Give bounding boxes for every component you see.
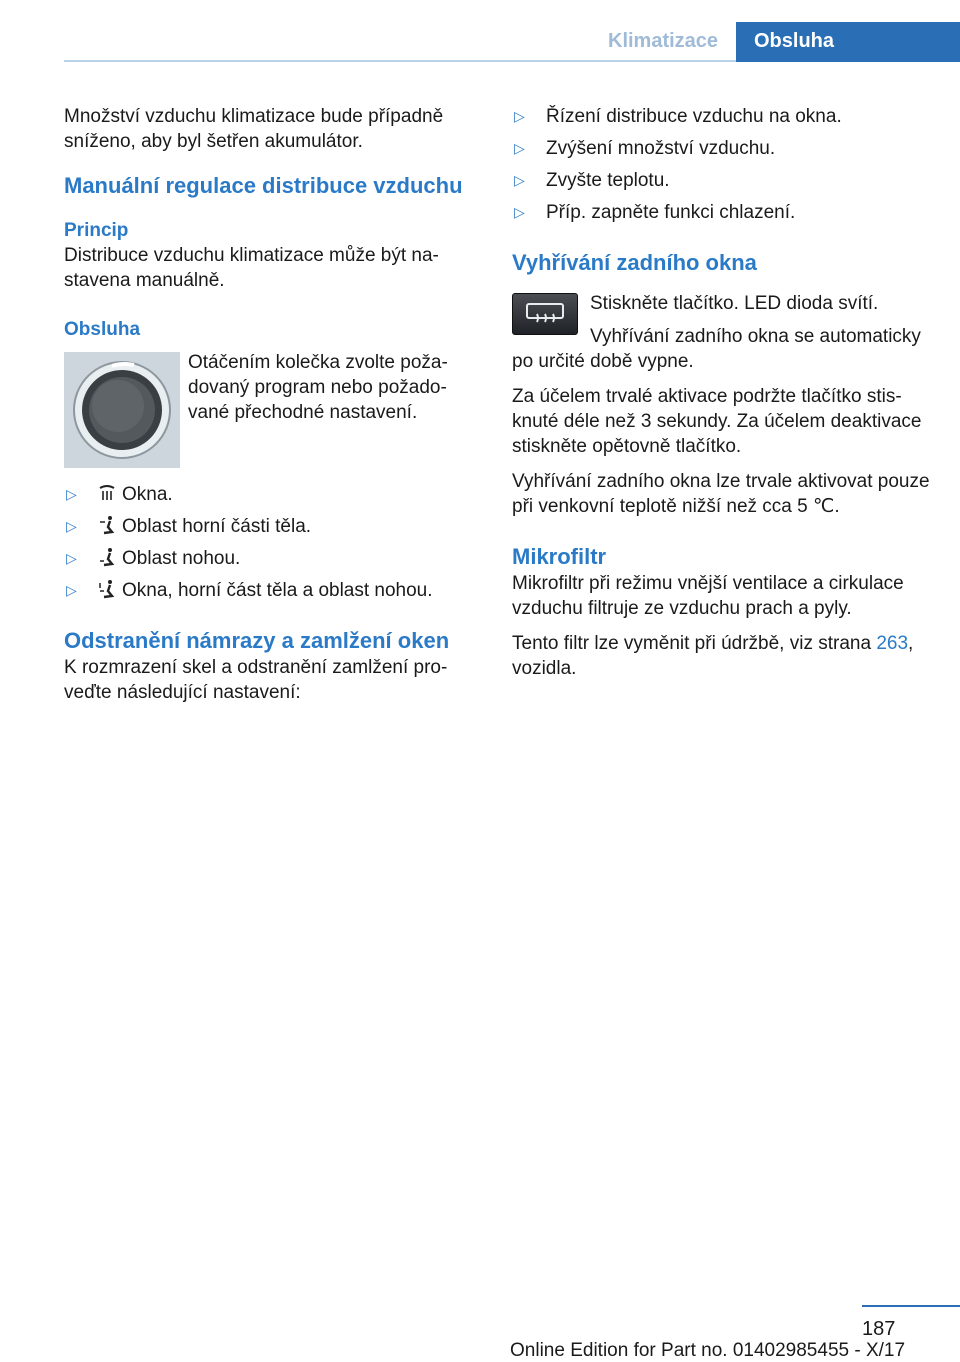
bullet-label: Oblast nohou. — [122, 548, 241, 569]
header-tab — [736, 22, 960, 62]
edition-note: Online Edition for Part no. 01402985455 - X/17 — [510, 1340, 906, 1361]
bullet-triangle-icon: ▷ — [514, 140, 525, 156]
bullet-triangle-icon: ▷ — [66, 518, 77, 534]
bullet-label: Oblast horní části těla. — [122, 516, 312, 537]
bullet-label: Řízení distribuce vzduchu na okna. — [546, 106, 842, 127]
bullet-triangle-icon: ▷ — [514, 172, 525, 188]
upper-body-vent-icon — [98, 515, 116, 535]
bullet-label: Příp. zapněte funkci chlazení. — [546, 202, 796, 223]
service-text: Tento filtr lze vyměnit při údržbě, viz strana — [512, 633, 877, 654]
left-column — [64, 104, 476, 715]
princip-paragraph: Distribuce vzduchu klimatizace může být nastavena manuálně. — [64, 245, 439, 291]
rear-press-button-text: Stiskněte tlačítko. LED dioda svítí. — [590, 293, 879, 314]
bullet-label: Okna, horní část těla a oblast nohou. — [122, 580, 433, 601]
bullet-triangle-icon: ▷ — [66, 486, 77, 502]
bullet-triangle-icon: ▷ — [514, 204, 525, 220]
bullet-label: Zvyšte teplotu. — [546, 170, 670, 191]
list-item — [512, 104, 932, 129]
footer-rule — [862, 1305, 960, 1307]
microfilter-paragraph: Mikrofiltr při režimu vnější ventilace a cirkulace vzduchu filtruje ze vzduchu prach a pyly. — [512, 573, 904, 619]
bullet-triangle-icon: ▷ — [66, 582, 77, 598]
all-zones-vent-icon — [98, 579, 116, 599]
rear-permanent-activation-text: Za účelem trvalé aktivace podržte tlačítko stisknuté déle než 3 sekundy. Za účelem deaktivace stiskněte opětovně tlačítko. — [512, 386, 922, 457]
list-item — [512, 200, 932, 225]
defrost-paragraph: K rozmrazení skel a odstranění zamlžení proveďte následující nastavení: — [64, 657, 448, 703]
bullet-triangle-icon: ▷ — [66, 550, 77, 566]
heading-manual-distribution: Manuální regulace distribuce vzduchu — [64, 173, 463, 198]
list-item — [64, 514, 476, 539]
rear-heating-block — [512, 291, 932, 374]
heading-rear-window-heating: Vyhřívání zadního okna — [512, 250, 757, 275]
intro-paragraph: Množství vzduchu klimatizace bude případně sníženo, aby byl šetřen akumulátor. — [64, 106, 444, 152]
service-text-end: , vozidla. — [512, 633, 914, 679]
microfilter-service-paragraph — [512, 631, 932, 681]
list-item — [64, 578, 476, 603]
subheading-princip: Princip — [64, 220, 129, 241]
list-item — [512, 136, 932, 161]
bullet-triangle-icon: ▷ — [514, 108, 525, 124]
distribution-options-list — [64, 482, 476, 603]
list-item — [512, 168, 932, 193]
obsluha-block — [64, 350, 476, 472]
obsluha-paragraph: Otáčením kolečka zvolte požadovaný program nebo požadované přechodné nastavení. — [188, 352, 448, 423]
list-item — [64, 546, 476, 571]
header-tab-label: Obsluha — [754, 30, 835, 52]
subheading-obsluha: Obsluha — [64, 319, 141, 340]
rotary-knob-icon — [64, 352, 180, 468]
rear-temperature-limit-text: Vyhřívání zadního okna lze trvale aktivovat pouze při venkovní teplotě nižší než cca 5 ℃. — [512, 471, 930, 517]
bullet-label: Zvýšení množství vzduchu. — [546, 138, 776, 159]
rear-auto-off-text: Vyhřívání zadního okna se automaticky po určité době vypne. — [512, 326, 921, 372]
defrost-steps-list — [512, 104, 932, 225]
heading-microfilter: Mikrofiltr — [512, 544, 607, 569]
windshield-vent-icon — [98, 483, 116, 503]
list-item — [64, 482, 476, 507]
right-column — [512, 104, 932, 691]
heading-defrost: Odstranění námrazy a zamlžení oken — [64, 628, 450, 653]
bullet-label: Okna. — [122, 484, 173, 505]
page-reference-link[interactable]: 263 — [876, 633, 909, 654]
header-section-title: Klimatizace — [608, 30, 719, 52]
rear-defrost-button-icon — [512, 293, 578, 335]
footwell-vent-icon — [98, 547, 116, 567]
page-number: 187 — [862, 1318, 896, 1340]
